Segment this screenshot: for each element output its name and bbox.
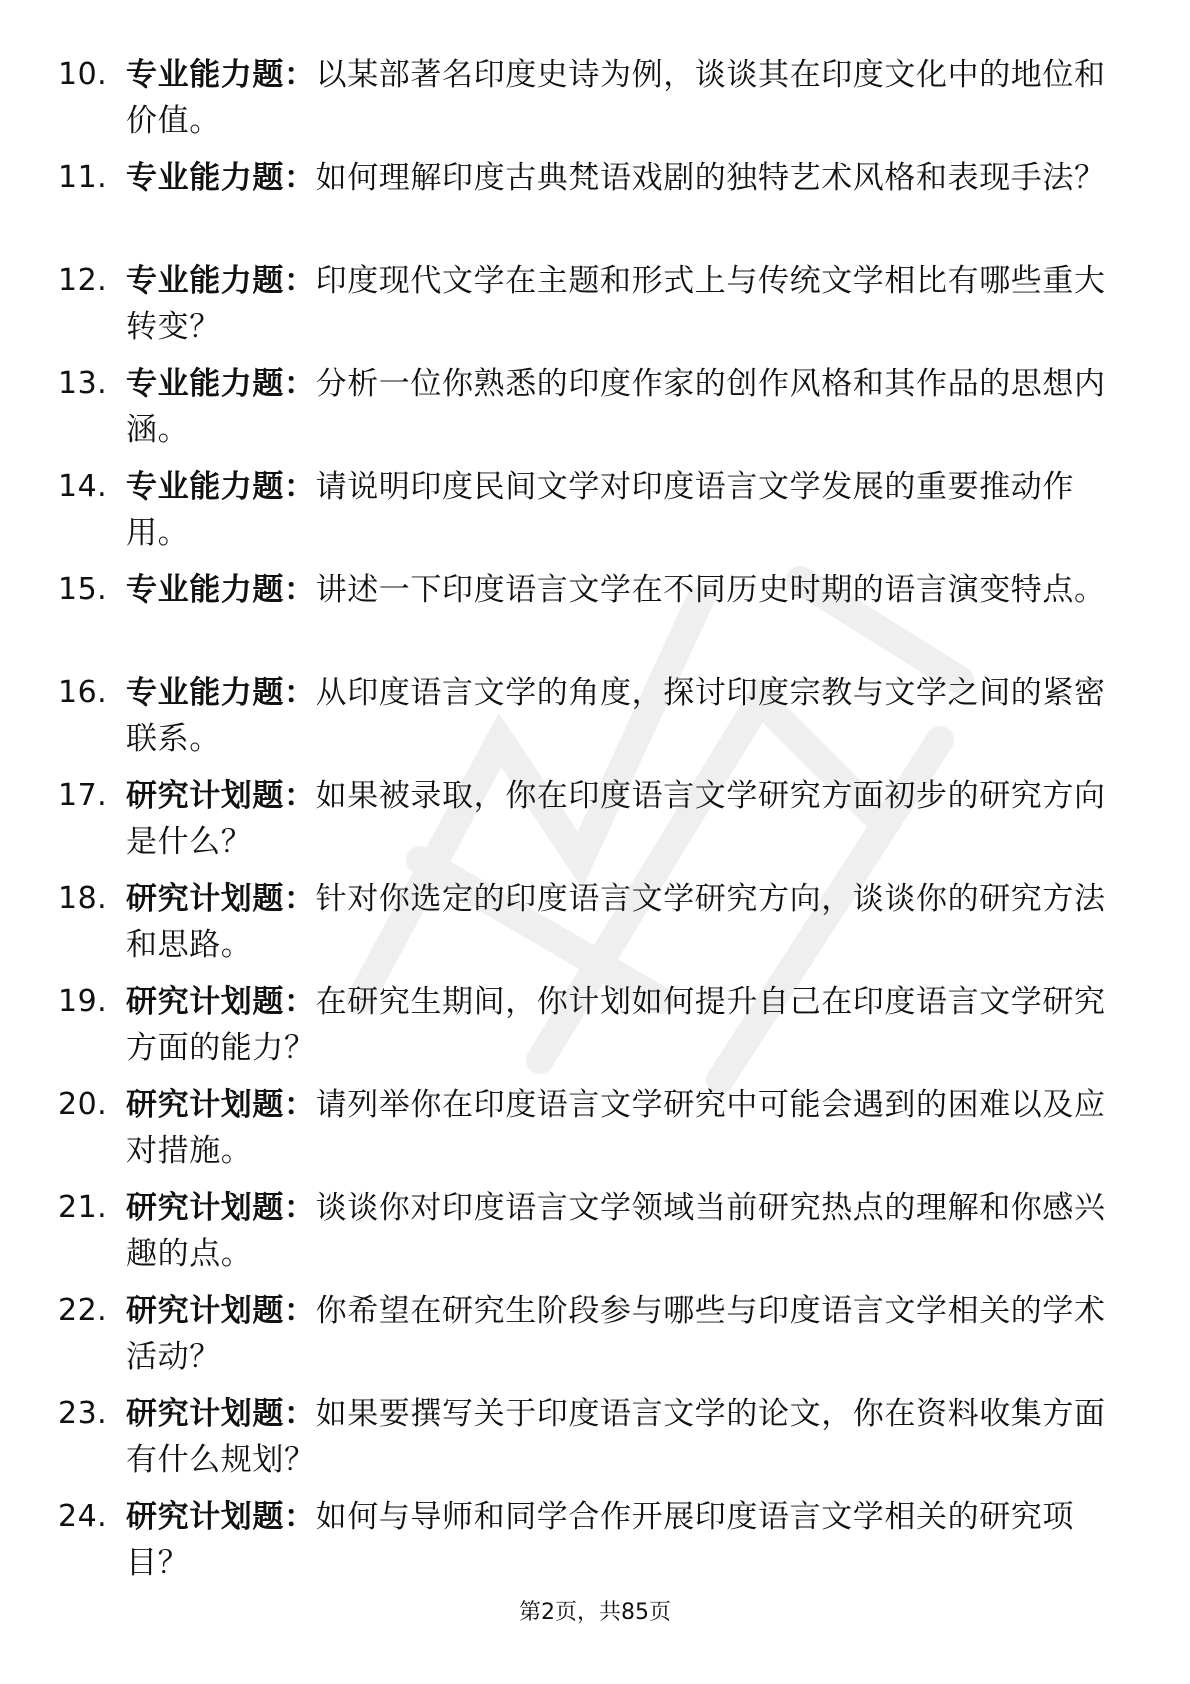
question-category: 研究计划题： <box>126 1087 316 1123</box>
question-number: 24. <box>58 1499 108 1534</box>
question-body <box>126 361 1111 453</box>
question-number: 11. <box>58 160 108 195</box>
question-item <box>0 361 1190 464</box>
question-category: 专业能力题： <box>126 57 316 93</box>
question-category: 研究计划题： <box>126 1293 316 1329</box>
question-body <box>126 773 1111 865</box>
question-number: 18. <box>58 881 108 916</box>
question-text: 请列举你在印度语言文学研究中可能会遇到的困难以及应对措施。 <box>126 1087 1106 1169</box>
question-text: 如果要撰写关于印度语言文学的论文，你在资料收集方面有什么规划？ <box>126 1396 1106 1478</box>
question-body <box>126 155 1111 201</box>
question-body <box>126 464 1111 556</box>
question-text: 从印度语言文学的角度，探讨印度宗教与文学之间的紧密联系。 <box>126 675 1106 757</box>
question-category: 专业能力题： <box>126 469 316 505</box>
question-body <box>126 1185 1111 1277</box>
question-body <box>126 979 1111 1071</box>
question-item <box>0 773 1190 876</box>
question-text: 如何与导师和同学合作开展印度语言文学相关的研究项目？ <box>126 1499 1075 1581</box>
question-text: 请说明印度民间文学对印度语言文学发展的重要推动作用。 <box>126 469 1075 551</box>
question-category: 专业能力题： <box>126 263 316 299</box>
question-text: 印度现代文学在主题和形式上与传统文学相比有哪些重大转变？ <box>126 263 1106 345</box>
question-text: 分析一位你熟悉的印度作家的创作风格和其作品的思想内涵。 <box>126 366 1106 448</box>
question-number: 23. <box>58 1396 108 1431</box>
question-number: 14. <box>58 469 108 504</box>
question-item <box>0 1082 1190 1185</box>
page-footer: 第2页，共85页 <box>519 1600 671 1625</box>
question-number: 17. <box>58 778 108 813</box>
question-item <box>0 52 1190 155</box>
question-category: 专业能力题： <box>126 366 316 402</box>
question-number: 21. <box>58 1190 108 1225</box>
question-text: 以某部著名印度史诗为例，谈谈其在印度文化中的地位和价值。 <box>126 57 1106 139</box>
question-number: 19. <box>58 984 108 1019</box>
question-item <box>0 670 1190 773</box>
question-item <box>0 1494 1190 1597</box>
question-item <box>0 258 1190 361</box>
question-body <box>126 1288 1111 1380</box>
question-item <box>0 1288 1190 1391</box>
question-category: 研究计划题： <box>126 1396 316 1432</box>
question-body <box>126 258 1111 350</box>
question-item <box>0 567 1190 670</box>
question-body <box>126 52 1111 144</box>
question-category: 专业能力题： <box>126 160 316 196</box>
question-number: 16. <box>58 675 108 710</box>
question-category: 研究计划题： <box>126 984 316 1020</box>
question-text: 讲述一下印度语言文学在不同历史时期的语言演变特点。 <box>315 572 1106 608</box>
question-body <box>126 876 1111 968</box>
question-number: 12. <box>58 263 108 298</box>
question-text: 如果被录取，你在印度语言文学研究方面初步的研究方向是什么？ <box>126 778 1106 860</box>
question-item <box>0 155 1190 258</box>
question-body <box>126 670 1111 762</box>
question-item <box>0 1391 1190 1494</box>
question-category: 专业能力题： <box>126 572 316 608</box>
question-category: 专业能力题： <box>126 675 316 711</box>
question-body <box>126 1391 1111 1483</box>
question-body <box>126 1082 1111 1174</box>
question-text: 你希望在研究生阶段参与哪些与印度语言文学相关的学术活动？ <box>126 1293 1106 1375</box>
question-text: 如何理解印度古典梵语戏剧的独特艺术风格和表现手法？ <box>315 160 1106 196</box>
question-text: 在研究生期间，你计划如何提升自己在印度语言文学研究方面的能力？ <box>126 984 1106 1066</box>
question-body <box>126 1494 1111 1586</box>
question-category: 研究计划题： <box>126 1190 316 1226</box>
question-item <box>0 979 1190 1082</box>
question-number: 13. <box>58 366 108 401</box>
question-list <box>0 52 1190 1597</box>
question-number: 10. <box>58 57 108 92</box>
question-category: 研究计划题： <box>126 881 316 917</box>
question-item <box>0 1185 1190 1288</box>
question-number: 15. <box>58 572 108 607</box>
question-category: 研究计划题： <box>126 778 316 814</box>
question-number: 22. <box>58 1293 108 1328</box>
question-text: 针对你选定的印度语言文学研究方向，谈谈你的研究方法和思路。 <box>126 881 1106 963</box>
question-category: 研究计划题： <box>126 1499 316 1535</box>
question-item <box>0 464 1190 567</box>
question-number: 20. <box>58 1087 108 1122</box>
question-body <box>126 567 1111 613</box>
question-item <box>0 876 1190 979</box>
question-text: 谈谈你对印度语言文学领域当前研究热点的理解和你感兴趣的点。 <box>126 1190 1106 1272</box>
